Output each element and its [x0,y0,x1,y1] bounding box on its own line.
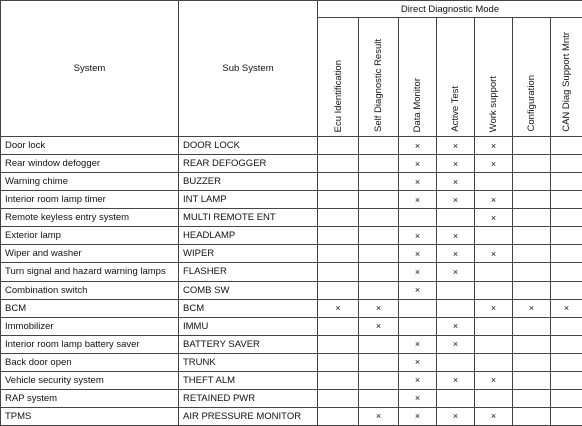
mode-header-label: Self Diagnostic Result [373,39,384,132]
sub-system-cell: AIR PRESSURE MONITOR [179,407,318,425]
empty-cell [359,191,399,209]
supported-mark: × [551,299,582,317]
system-cell: RAP system [1,389,179,407]
empty-cell [551,371,582,389]
empty-cell [513,155,551,173]
sub-system-cell: WIPER [179,245,318,263]
system-cell: Immobilizer [1,317,179,335]
empty-cell [399,299,437,317]
system-cell: BCM [1,299,179,317]
empty-cell [359,137,399,155]
empty-cell [513,371,551,389]
supported-mark: × [437,191,475,209]
empty-cell [551,227,582,245]
mode-header-7 [551,18,582,137]
sub-system-cell: COMB SW [179,281,318,299]
sub-system-cell: RETAINED PWR [179,389,318,407]
supported-mark: × [399,227,437,245]
empty-cell [513,281,551,299]
supported-mark: × [513,299,551,317]
supported-mark: × [359,317,399,335]
supported-mark: × [318,299,359,317]
supported-mark: × [475,137,513,155]
empty-cell [551,317,582,335]
empty-cell [551,407,582,425]
supported-mark: × [475,191,513,209]
empty-cell [318,371,359,389]
table-row [1,389,582,407]
supported-mark: × [475,155,513,173]
empty-cell [513,263,551,281]
system-cell: Combination switch [1,281,179,299]
table-row [1,263,582,281]
sub-system-cell: MULTI REMOTE ENT [179,209,318,227]
supported-mark: × [475,299,513,317]
empty-cell [475,281,513,299]
supported-mark: × [399,371,437,389]
supported-mark: × [475,371,513,389]
empty-cell [437,353,475,371]
mode-header-4 [437,18,475,137]
system-cell: Vehicle security system [1,371,179,389]
sub-system-cell: THEFT ALM [179,371,318,389]
empty-cell [359,263,399,281]
empty-cell [359,209,399,227]
table-row [1,335,582,353]
empty-cell [551,155,582,173]
mode-header-2 [359,18,399,137]
empty-cell [318,155,359,173]
system-column-header: System [1,1,179,137]
empty-cell [318,227,359,245]
system-cell: Door lock [1,137,179,155]
empty-cell [359,173,399,191]
table-row [1,209,582,227]
empty-cell [318,335,359,353]
system-cell: Interior room lamp timer [1,191,179,209]
empty-cell [551,335,582,353]
system-cell: Remote keyless entry system [1,209,179,227]
empty-cell [318,389,359,407]
system-cell: Wiper and washer [1,245,179,263]
system-cell: Turn signal and hazard warning lamps [1,263,179,281]
empty-cell [551,245,582,263]
empty-cell [318,245,359,263]
table-row [1,317,582,335]
supported-mark: × [399,173,437,191]
empty-cell [551,389,582,407]
empty-cell [399,209,437,227]
empty-cell [437,389,475,407]
empty-cell [513,245,551,263]
supported-mark: × [399,389,437,407]
table-row [1,407,582,425]
mode-header-label: Work support [488,75,499,132]
empty-cell [551,263,582,281]
table-row [1,173,582,191]
empty-cell [359,389,399,407]
empty-cell [475,317,513,335]
empty-cell [475,227,513,245]
supported-mark: × [399,281,437,299]
empty-cell [513,407,551,425]
empty-cell [318,173,359,191]
supported-mark: × [475,245,513,263]
supported-mark: × [399,245,437,263]
empty-cell [475,389,513,407]
sub-system-cell: REAR DEFOGGER [179,155,318,173]
sub-system-cell: BUZZER [179,173,318,191]
sub-system-cell: BCM [179,299,318,317]
system-cell: Interior room lamp battery saver [1,335,179,353]
mode-header-label: Configuration [526,75,537,132]
empty-cell [513,317,551,335]
sub-system-cell: HEADLAMP [179,227,318,245]
sub-system-cell: IMMU [179,317,318,335]
supported-mark: × [437,173,475,191]
empty-cell [318,209,359,227]
empty-cell [551,137,582,155]
empty-cell [437,209,475,227]
system-cell: Rear window defogger [1,155,179,173]
empty-cell [513,389,551,407]
supported-mark: × [437,227,475,245]
supported-mark: × [437,335,475,353]
empty-cell [475,173,513,191]
empty-cell [359,353,399,371]
empty-cell [513,209,551,227]
mode-header-3 [399,18,437,137]
table-row [1,227,582,245]
supported-mark: × [399,353,437,371]
supported-mark: × [437,371,475,389]
mode-header-label: CAN Diag Support Mntr [561,32,573,132]
empty-cell [475,353,513,371]
empty-cell [318,281,359,299]
empty-cell [551,281,582,299]
sub-system-column-header: Sub System [179,1,318,137]
empty-cell [318,137,359,155]
table-row [1,299,582,317]
table-row [1,353,582,371]
mode-header-6 [513,18,551,137]
empty-cell [475,263,513,281]
table-row [1,281,582,299]
empty-cell [513,353,551,371]
sub-system-cell: INT LAMP [179,191,318,209]
table-row [1,137,582,155]
system-cell: TPMS [1,407,179,425]
sub-system-cell: DOOR LOCK [179,137,318,155]
empty-cell [359,227,399,245]
empty-cell [359,371,399,389]
system-cell: Exterior lamp [1,227,179,245]
supported-mark: × [475,209,513,227]
sub-system-cell: BATTERY SAVER [179,335,318,353]
supported-mark: × [475,407,513,425]
empty-cell [551,209,582,227]
empty-cell [513,227,551,245]
supported-mark: × [399,407,437,425]
system-cell: Warning chime [1,173,179,191]
table-row [1,245,582,263]
table-row [1,371,582,389]
supported-mark: × [437,407,475,425]
supported-mark: × [399,335,437,353]
system-cell: Back door open [1,353,179,371]
empty-cell [318,263,359,281]
sub-system-cell: FLASHER [179,263,318,281]
empty-cell [475,335,513,353]
empty-cell [359,155,399,173]
empty-cell [359,335,399,353]
empty-cell [513,191,551,209]
empty-cell [318,191,359,209]
direct-diagnostic-mode-header: Direct Diagnostic Mode [318,1,582,18]
empty-cell [318,407,359,425]
empty-cell [359,245,399,263]
mode-header-5 [475,18,513,137]
supported-mark: × [437,137,475,155]
supported-mark: × [437,263,475,281]
empty-cell [318,317,359,335]
empty-cell [437,281,475,299]
empty-cell [551,173,582,191]
mode-header-1 [318,18,359,137]
table-row [1,155,582,173]
supported-mark: × [437,317,475,335]
supported-mark: × [399,137,437,155]
supported-mark: × [437,155,475,173]
supported-mark: × [399,263,437,281]
empty-cell [318,353,359,371]
empty-cell [551,191,582,209]
table-row [1,191,582,209]
supported-mark: × [359,299,399,317]
supported-mark: × [437,245,475,263]
supported-mark: × [359,407,399,425]
mode-header-label: Data Monitor [412,77,423,132]
empty-cell [513,335,551,353]
supported-mark: × [399,191,437,209]
mode-header-label: Ecu Identification [332,59,344,132]
empty-cell [359,281,399,299]
mode-header-label: Active Test [450,86,461,132]
empty-cell [513,173,551,191]
empty-cell [399,317,437,335]
empty-cell [513,137,551,155]
supported-mark: × [399,155,437,173]
empty-cell [437,299,475,317]
empty-cell [551,353,582,371]
sub-system-cell: TRUNK [179,353,318,371]
